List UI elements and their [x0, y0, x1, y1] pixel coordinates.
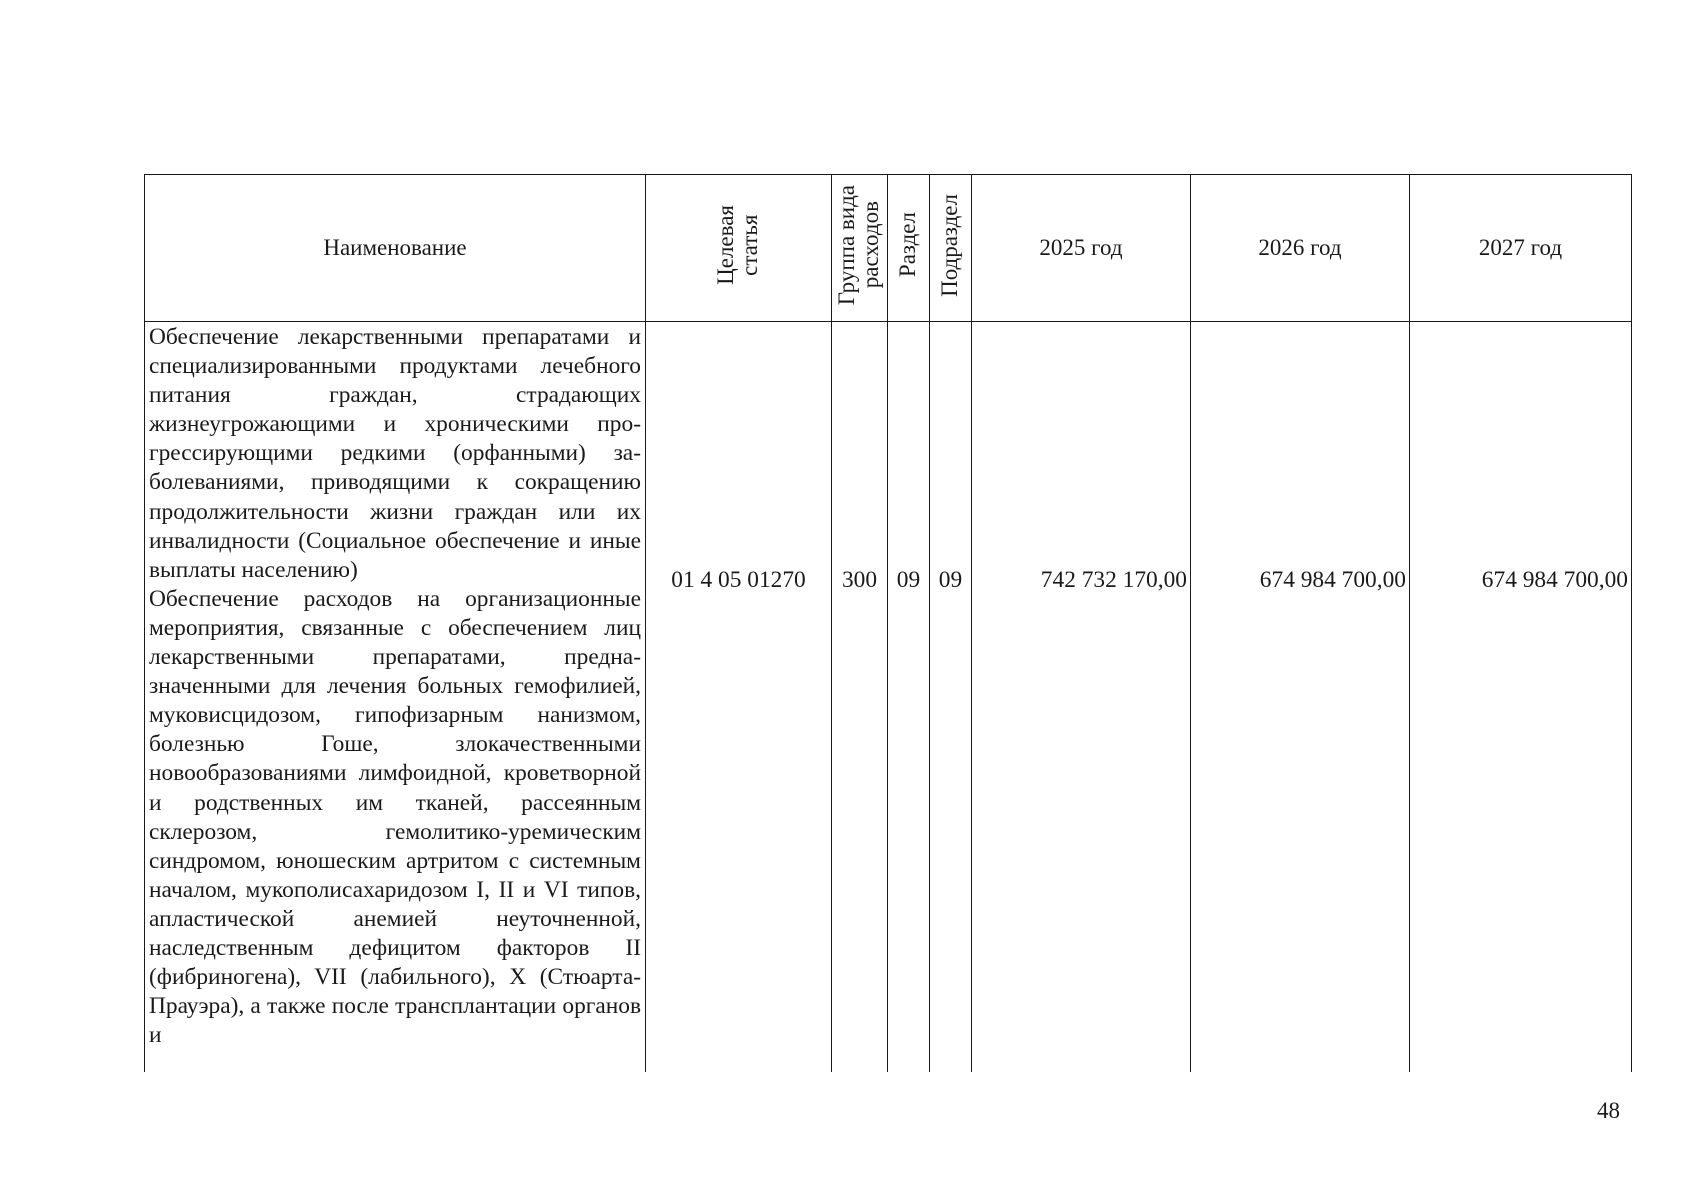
- header-expense-group: [832, 175, 888, 322]
- header-name: Наименование: [145, 175, 646, 322]
- row-subsection: 09: [930, 322, 972, 1073]
- header-expense-group-line2: расходов: [858, 201, 884, 289]
- header-subsection: [930, 175, 972, 322]
- header-target-article-line1: Целевая: [713, 205, 739, 285]
- header-year-2026: 2026 год: [1191, 175, 1410, 322]
- table-header-row: [145, 175, 1632, 322]
- row-target-article: 01 4 05 01270: [646, 322, 832, 1073]
- table-row: [145, 322, 1632, 1073]
- header-section-label: Раздел: [895, 212, 921, 278]
- budget-table: [144, 174, 1632, 1072]
- header-section: [888, 175, 930, 322]
- header-year-2027: 2027 год: [1410, 175, 1632, 322]
- header-expense-group-line1: Группа вида: [834, 184, 860, 306]
- row-amount-2026: 674 984 700,00: [1191, 322, 1410, 1073]
- row-amount-2025: 742 732 170,00: [972, 322, 1191, 1073]
- row-name-paragraph-1: Обеспечение лекарственными препаратами и специализированными продуктами лечебного питания граждан, страдающих жизнеугрожающими и хроническими прогрессирующими редкими (орфанными) заболеваниями, приводящими к сокращению продолжительности жизни граждан или их инвалидности (Социальное обеспечение и иные выплаты населению): [149, 324, 641, 583]
- row-section: 09: [888, 322, 930, 1073]
- header-target-article: [646, 175, 832, 322]
- row-name-paragraph-2: Обеспечение расходов на организационные мероприятия, связанные с обеспечением лиц лекарственными препаратами, предназначенными для лечения больных гемофилией, муковисцидозом, гипофизарным нанизмом, болезнью Гоше, злокачественными новообразованиями лимфоидной, кроветворной и родственных им тканей, рассеянным склерозом, гемолитико-уремическим синдромом, юношеским артритом с системным началом, мукополисахаридозом I, II и VI типов, апластической анемией неуточненной, наследственным дефицитом факторов II (фибриногена), VII (лабильного), X (Стюарта-Прауэра), а также после трансплантации органов и: [149, 585, 641, 1049]
- header-subsection-label: Подраздел: [937, 193, 963, 297]
- row-name-cell: [145, 322, 646, 1073]
- row-amount-2027: 674 984 700,00: [1410, 322, 1632, 1073]
- page-number: 48: [1597, 1098, 1620, 1123]
- header-target-article-line2: статья: [737, 214, 763, 276]
- row-expense-group: 300: [832, 322, 888, 1073]
- header-year-2025: 2025 год: [972, 175, 1191, 322]
